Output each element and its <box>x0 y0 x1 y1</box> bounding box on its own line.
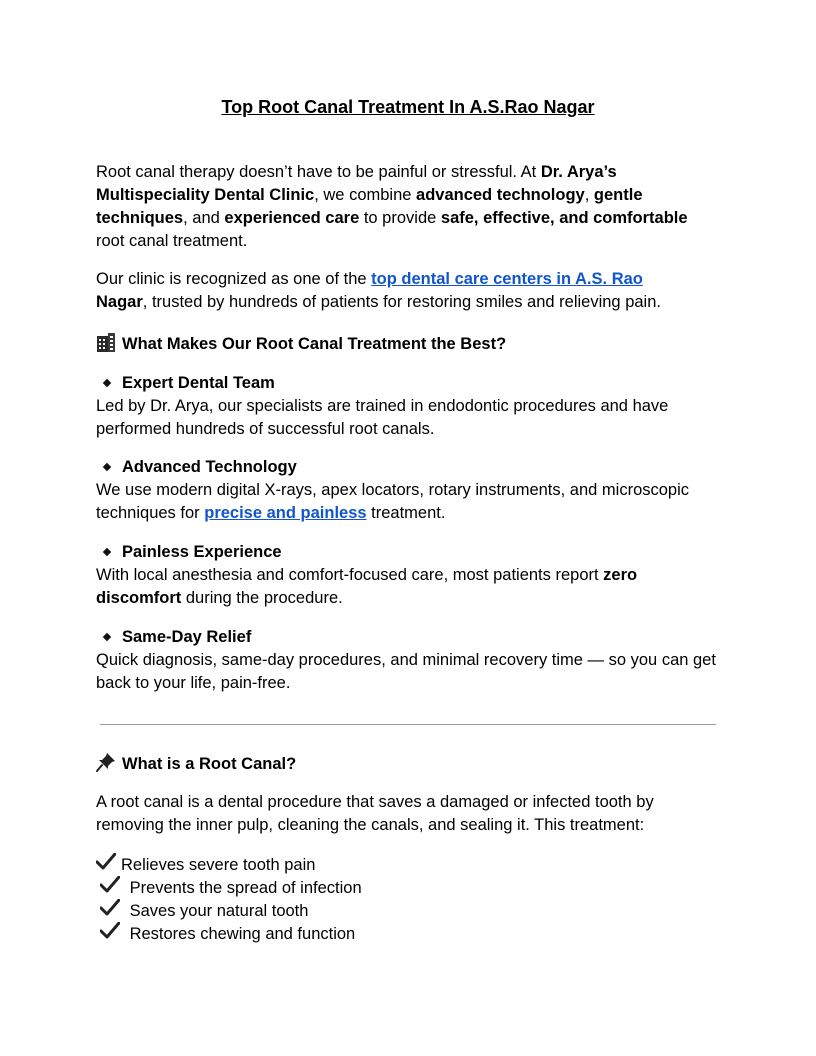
feature-title: Same-Day Relief <box>122 628 252 646</box>
checklist-item <box>96 853 720 876</box>
section-heading-what-is <box>96 752 720 779</box>
checklist-item <box>96 876 720 899</box>
feature-text: We use modern digital X-rays, apex locators, rotary instruments, and microscopic techniques for <box>96 481 690 522</box>
feature-same-day-relief <box>96 626 720 695</box>
feature-text: treatment. <box>366 504 446 522</box>
checkmark-icon <box>100 922 120 946</box>
checklist-item <box>96 922 720 945</box>
intro-text: , and <box>183 209 225 227</box>
benefits-checklist <box>96 853 720 945</box>
intro-text: Root canal therapy doesn’t have to be painful or stressful. At <box>96 163 541 181</box>
checklist-item <box>96 899 720 922</box>
intro-text: , <box>584 186 594 204</box>
section-heading-text: What Makes Our Root Canal Treatment the Best? <box>122 335 507 353</box>
feature-title: Advanced Technology <box>122 458 297 476</box>
horizontal-divider <box>100 724 716 725</box>
root-canal-description: A root canal is a dental procedure that saves a damaged or infected tooth by removing the inner pulp, cleaning the canals, and sealing it. This treatment: <box>96 793 654 834</box>
clinic-name: Dr. Arya’s Multispeciality Dental Clinic <box>96 163 617 204</box>
diamond-icon <box>103 462 111 470</box>
page-title: Top Root Canal Treatment In A.S.Rao Nagar <box>221 97 595 117</box>
feature-title: Expert Dental Team <box>122 374 275 392</box>
checklist-text: Restores chewing and function <box>125 925 356 943</box>
dental-centers-link[interactable]: top dental care centers in A.S. Rao <box>371 270 643 288</box>
feature-title: Painless Experience <box>122 543 282 561</box>
checklist-text: Saves your natural tooth <box>125 902 309 920</box>
feature-painless-experience <box>96 541 720 610</box>
intro-text: to provide <box>359 209 441 227</box>
diamond-icon <box>103 547 111 555</box>
recognition-paragraph <box>96 268 720 314</box>
recognition-text: Our clinic is recognized as one of the <box>96 270 372 288</box>
checkmark-icon <box>100 899 120 923</box>
feature-text: With local anesthesia and comfort-focused care, most patients report <box>96 566 604 584</box>
intro-paragraph <box>96 161 720 253</box>
diamond-icon <box>103 378 111 386</box>
intro-bold: safe, effective, and comfortable <box>440 209 688 227</box>
checkmark-icon <box>100 876 120 900</box>
checkmark-icon <box>96 853 116 877</box>
intro-bold: advanced technology <box>416 186 585 204</box>
feature-advanced-technology <box>96 456 720 525</box>
section-heading-best <box>96 333 720 359</box>
precise-painless-link[interactable]: precise and painless <box>204 504 367 522</box>
intro-text: root canal treatment. <box>96 232 248 250</box>
feature-text: Quick diagnosis, same-day procedures, and minimal recovery time — so you can get back to your life, pain-free. <box>96 651 716 692</box>
intro-bold: experienced care <box>224 209 360 227</box>
building-icon <box>96 333 116 359</box>
checklist-text: Relieves severe tooth pain <box>121 856 316 874</box>
checklist-text: Prevents the spread of infection <box>125 879 362 897</box>
recognition-bold: Nagar <box>96 293 143 311</box>
intro-text: , we combine <box>314 186 417 204</box>
recognition-text: , trusted by hundreds of patients for restoring smiles and relieving pain. <box>142 293 661 311</box>
intro-bold: gentle techniques <box>96 186 643 227</box>
feature-text: Led by Dr. Arya, our specialists are trained in endodontic procedures and have performed hundreds of successful root canals. <box>96 397 669 438</box>
feature-text: during the procedure. <box>181 589 343 607</box>
pushpin-icon <box>96 752 116 779</box>
feature-bold: zero discomfort <box>96 566 638 607</box>
feature-expert-team <box>96 372 720 441</box>
diamond-icon <box>103 632 111 640</box>
section-heading-text: What is a Root Canal? <box>122 755 297 773</box>
